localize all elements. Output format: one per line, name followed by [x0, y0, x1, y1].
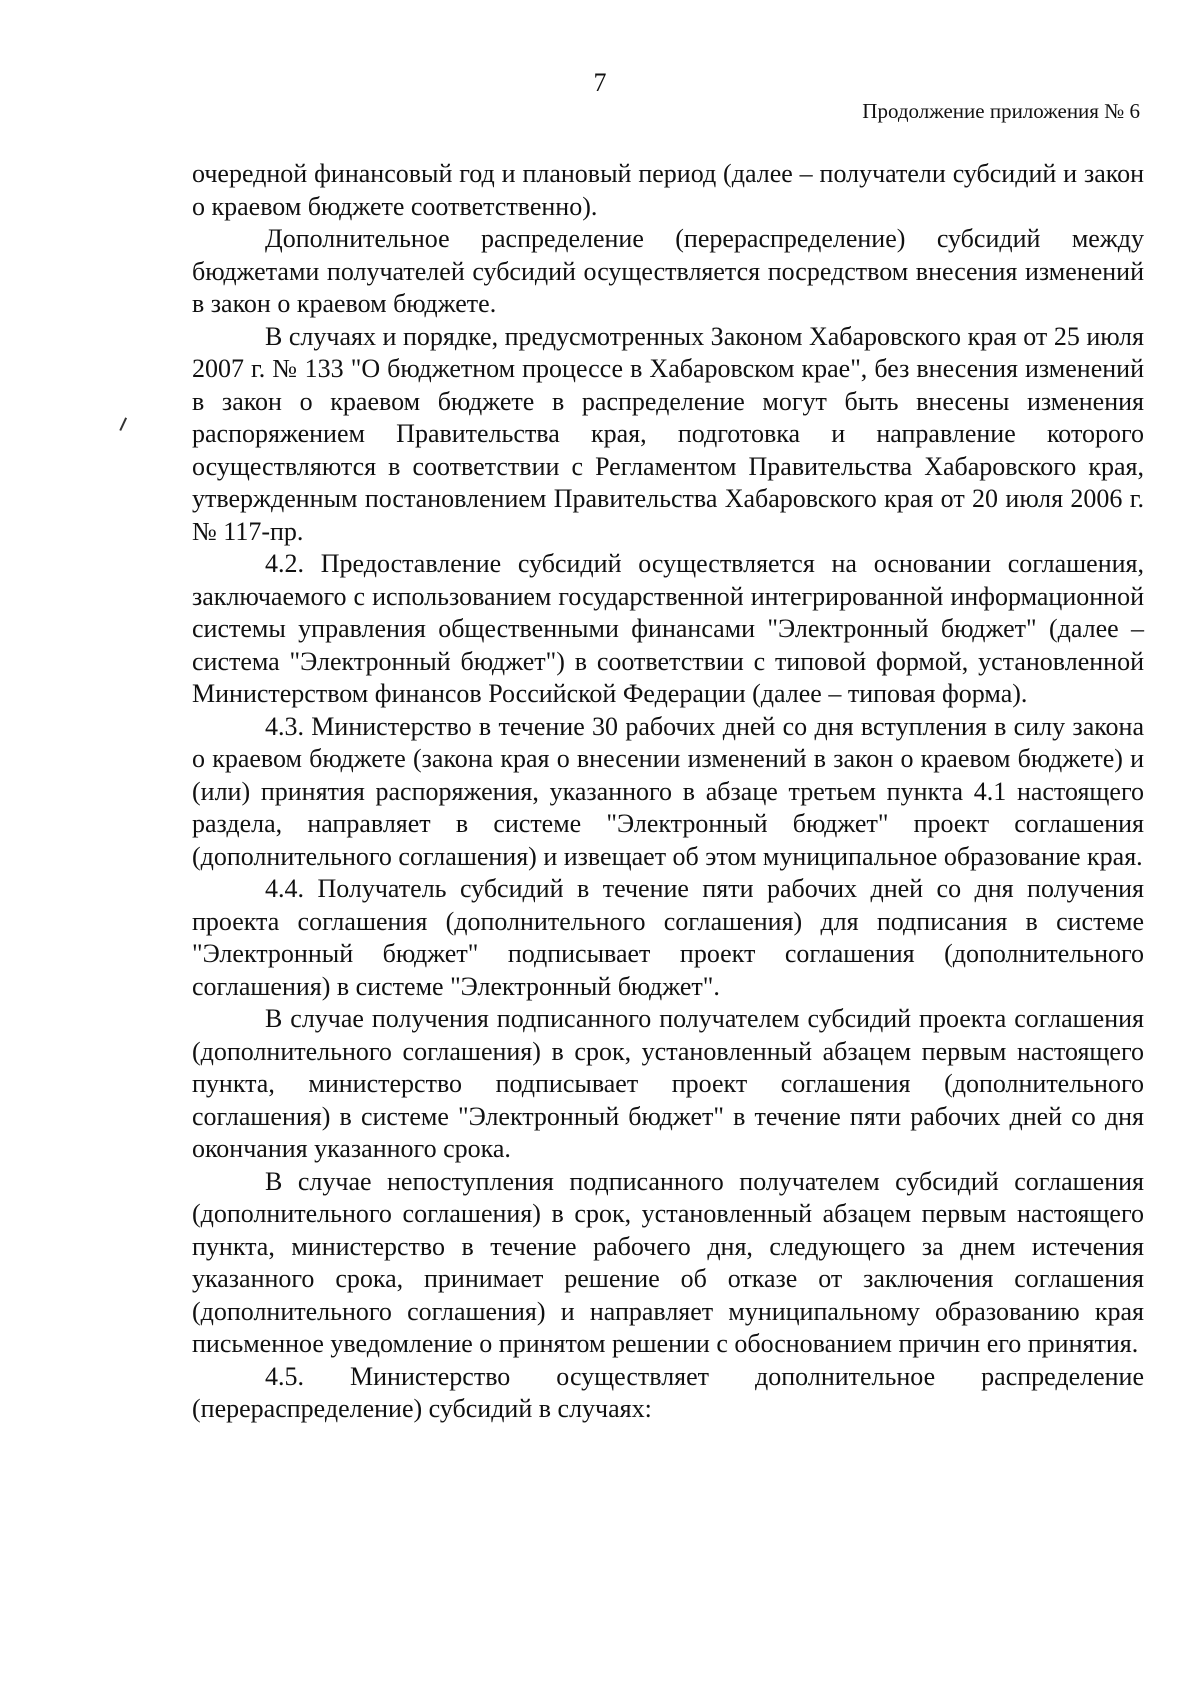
margin-pen-mark	[119, 417, 130, 432]
paragraph-4-3: 4.3. Министерство в течение 30 рабочих дней со дня вступления в силу закона о краевом бюджете (закона края о внесении изменений в закон о краевом бюджете) и (или) принятия распоряжения, указанного в абзаце третьем пункта 4.1 настоящего раздела, направляет в системе "Электронный бюджет" проект соглашения (дополнительного соглашения) и извещает об этом муниципальное образование края.	[192, 711, 1144, 871]
paragraph-4-2: 4.2. Предоставление субсидий осуществляется на основании соглашения, заключаемого с использованием государственной интегрированной информационной системы управления общественными финансами "Электронный бюджет" (далее – система "Электронный бюджет") в соответствии с типовой формой, установленной Министерством финансов Российской Федерации (далее – типовая форма).	[192, 549, 1144, 708]
paragraph-4-4: 4.4. Получатель субсидий в течение пяти рабочих дней со дня получения проекта соглашения (дополнительного соглашения) для подписания в системе "Электронный бюджет" подписывает проект соглашения (дополнительного соглашения) в системе "Электронный бюджет".	[192, 874, 1144, 1001]
paragraph-continuation: очередной финансовый год и плановый период (далее – получатели субсидий и закон о краевом бюджете соответственно).	[192, 159, 1144, 221]
document-body	[192, 158, 1144, 1426]
paragraph-redistribution: Дополнительное распределение (перераспределение) субсидий между бюджетами получателей субсидий осуществляется посредством внесения изменений в закон о краевом бюджете.	[192, 224, 1144, 318]
page-number: 7	[593, 68, 607, 97]
paragraph-4-4-not-received: В случае непоступления подписанного получателем субсидий соглашения (дополнительного соглашения) в срок, установленный абзацем первым настоящего пункта, министерство в течение рабочего дня, следующего за днем истечения указанного срока, принимает решение об отказе от заключения соглашения (дополнительного соглашения) и направляет муниципальному образованию края письменное уведомление о принятом решении с обоснованием причин его принятия.	[192, 1166, 1144, 1358]
paragraph-4-4-signed: В случае получения подписанного получателем субсидий проекта соглашения (дополнительного соглашения) в срок, установленный абзацем первым настоящего пункта, министерство подписывает проект соглашения (дополнительного соглашения) в системе "Электронный бюджет" в течение пяти рабочих дней со дня окончания указанного срока.	[192, 1004, 1144, 1163]
paragraph-4-5: 4.5. Министерство осуществляет дополнительное распределение (перераспределение) субсидий в случаях:	[192, 1361, 1144, 1423]
paragraph-law-reference: В случаях и порядке, предусмотренных Законом Хабаровского края от 25 июля 2007 г. № 133 "О бюджетном процессе в Хабаровском крае", без внесения изменений в закон о краевом бюджете в распределение могут быть внесены изменения распоряжением Правительства края, подготовка и направление которого осуществляются в соответствии с Регламентом Правительства Хабаровского края, утвержденным постановлением Правительства Хабаровского края от 20 июля 2006 г. № 117-пр.	[192, 321, 1144, 546]
appendix-note: Продолжение приложения № 6	[862, 99, 1140, 123]
